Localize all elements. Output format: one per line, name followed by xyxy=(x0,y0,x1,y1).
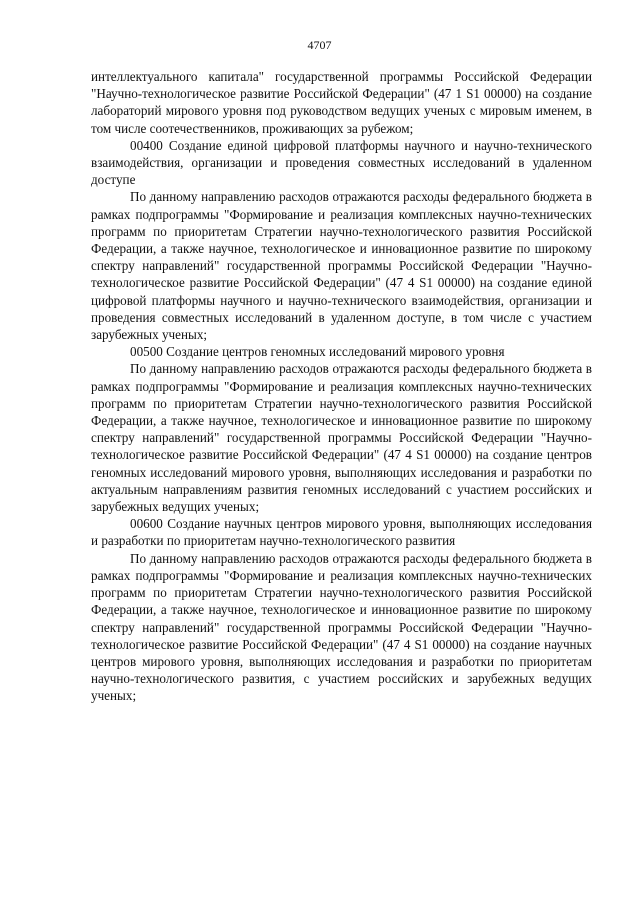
page-number: 4707 xyxy=(307,38,332,52)
heading-00500: 00500 Создание центров геномных исследований мирового уровня xyxy=(130,344,505,360)
paragraph-00600-description: По данному направлению расходов отражаются расходы федерального бюджета в рамках подпрограммы "Формирование и реализация комплексных научно-технических программ по приоритетам Стратегии научно-технологического развития Российской Федерации, а также научное, технологическое и инновационное развитие по широкому спектру направлений" государственной программы Российской Федерации "Научно-технологическое развитие Российской Федерации" (47 4 S1 00000) на создание научных центров мирового уровня, выполняющих исследования и разработки по приоритетам научно-технологического развития, с участием российских и зарубежных ведущих ученых; xyxy=(91,550,592,704)
heading-00600: 00600 Создание научных центров мирового уровня, выполняющих исследования и разработки по приоритетам научно-технологического развития xyxy=(91,516,592,549)
document-body xyxy=(91,68,592,705)
paragraph-00400-description: По данному направлению расходов отражаются расходы федерального бюджета в рамках подпрограммы "Формирование и реализация комплексных научно-технических программ по приоритетам Стратегии научно-технологического развития Российской Федерации, а также научное, технологическое и инновационное развитие по широкому спектру направлений" государственной программы Российской Федерации "Научно-технологическое развитие Российской Федерации" (47 4 S1 00000) на создание единой цифровой платформы научного и научно-технического взаимодействия, организации и проведения совместных исследований в удаленном доступе, в том числе с участием зарубежных ученых; xyxy=(91,189,592,343)
paragraph-continuation: интеллектуального капитала" государственной программы Российской Федерации "Научно-технологическое развитие Российской Федерации" (47 1 S1 00000) на создание лабораторий мирового уровня под руководством ведущих ученых с мировым именем, в том числе соотечественников, проживающих за рубежом; xyxy=(91,69,592,136)
paragraph-00500-description: По данному направлению расходов отражаются расходы федерального бюджета в рамках подпрограммы "Формирование и реализация комплексных научно-технических программ по приоритетам Стратегии научно-технологического развития Российской Федерации, а также научное, технологическое и инновационное развитие по широкому спектру направлений" государственной программы Российской Федерации "Научно-технологическое развитие Российской Федерации" (47 4 S1 00000) на создание центров геномных исследований мирового уровня, выполняющих исследования и разработки по актуальным направлениям развития геномных исследований с участием российских и зарубежных ведущих ученых; xyxy=(91,361,592,515)
heading-00400: 00400 Создание единой цифровой платформы научного и научно-технического взаимодействия, организации и проведения совместных исследований в удаленном доступе xyxy=(91,137,592,188)
